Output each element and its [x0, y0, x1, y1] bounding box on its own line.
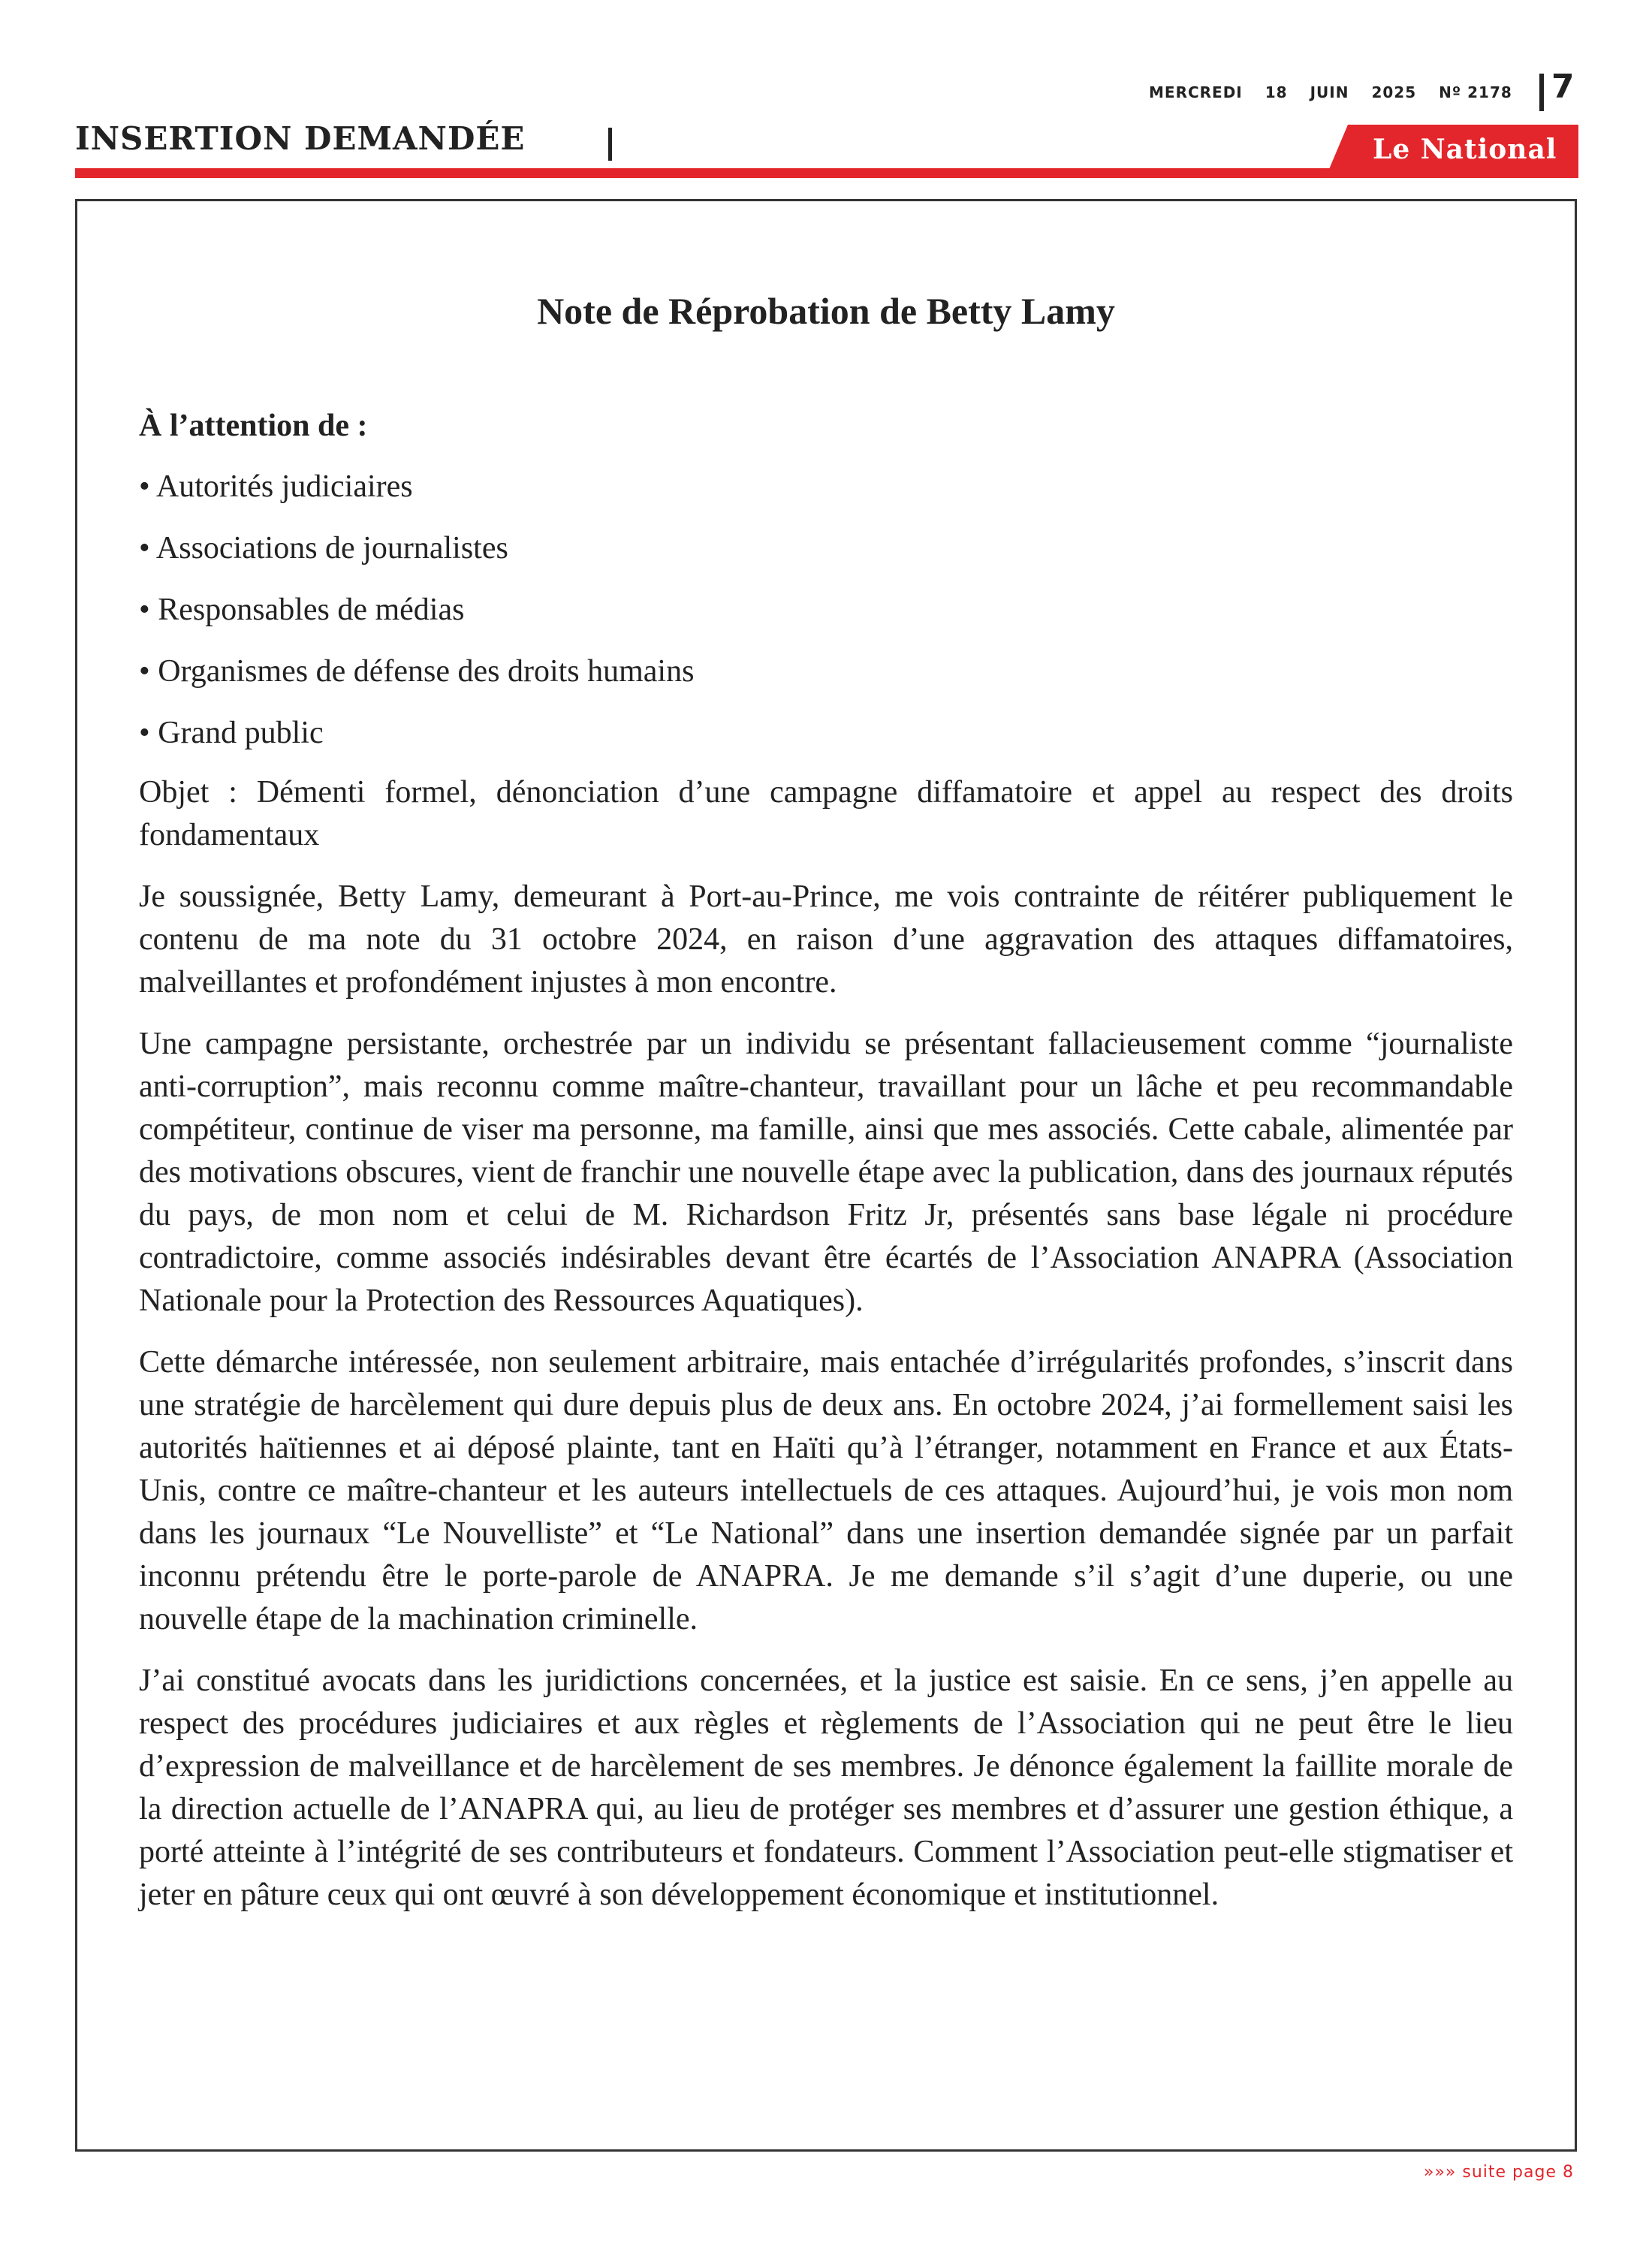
page-number-divider — [1539, 74, 1544, 111]
date-year: 2025 — [1371, 83, 1417, 101]
body-paragraph: Je soussignée, Betty Lamy, demeurant à Port-au-Prince, me vois contrainte de réitérer publiquement le contenu de ma note du 31 octobre 2024, en raison d’une aggravation des attaques diffamatoires, malveillantes et profondément injustes à mon encontre. — [139, 879, 1513, 1000]
body-paragraph: J’ai constitué avocats dans les juridictions concernées, et la justice est saisie. En ce sens, j’en appelle au respect des procédures judiciaires et aux règles et règlements de l’Association qui ne peut être le lieu d’expression de malveillance et de harcèlement de ses membres. Je dénonce également la faillite morale de la direction actuelle de l’ANAPRA qui, au lieu de protéger ses membres et d’assurer une gestion éthique, a porté atteinte à l’intégrité de ses contributeurs et fondateurs. Comment l’Association peut-elle stigmatiser et jeter en pâture ceux qui ont œuvré à son développement économique et institutionnel. — [139, 1663, 1513, 1912]
attention-heading: À l’attention de : — [139, 409, 368, 443]
recipient-item: • Autorités judiciaires — [139, 469, 413, 504]
notice-content — [139, 289, 1513, 1935]
recipient-list — [139, 456, 1513, 764]
date-day: 18 — [1265, 83, 1288, 101]
body-paragraph: Cette démarche intéressée, non seulement arbitraire, mais entachée d’irrégularités profondes, s’inscrit dans une stratégie de harcèlement qui dure depuis plus de deux ans. En octobre 2024, j’ai formellement saisi les autorités haïtiennes et ai déposé plainte, tant en Haïti qu’à l’étranger, notamment en France et aux États-Unis, contre ce maître-chanteur et les auteurs intellectuels de ces attaques. Aujourd’hui, je vois mon nom dans les journaux “Le Nouvelliste” et “Le National” dans une insertion demandée signée par un parfait inconnu prétendu être le porte-parole de ANAPRA. Je me demande s’il s’agit d’une duperie, ou une nouvelle étape de la machination criminelle. — [139, 1345, 1513, 1636]
section-divider — [608, 128, 612, 161]
recipient-item: • Responsables de médias — [139, 593, 465, 627]
date-month: JUIN — [1310, 83, 1349, 101]
section-title: INSERTION DEMANDÉE — [75, 120, 526, 157]
body-paragraph: Une campagne persistante, orchestrée par un individu se présentant fallacieusement comme “journaliste anti-corruption”, mais reconnu comme maître-chanteur, travaillant pour un lâche et peu recommandable compétiteur, continue de viser ma personne, ma famille, ainsi que mes associés. Cette cabale, alimentée par des motivations obscures, vient de franchir une nouvelle étape avec la publication, dans des journaux réputés du pays, de mon nom et celui de M. Richardson Fritz Jr, présentés sans base légale ni procédure contradictoire, comme associés indésirables devant être écartés de l’Association ANAPRA (Association Nationale pour la Protection des Ressources Aquatiques). — [139, 1027, 1513, 1318]
brand-name: Le National — [1373, 134, 1557, 165]
date-weekday: MERCREDI — [1149, 83, 1243, 101]
dateline — [1149, 83, 1524, 101]
issue-number: Nº 2178 — [1439, 83, 1512, 101]
recipient-item: • Grand public — [139, 716, 324, 750]
notice-title: Note de Réprobation de Betty Lamy — [537, 290, 1115, 332]
continued-link: »»» suite page 8 — [1424, 2163, 1574, 2182]
recipient-item: • Associations de journalistes — [139, 531, 508, 566]
subject-paragraph: Objet : Démenti formel, dénonciation d’une campagne diffamatoire et appel au respect des droits fondamentaux — [139, 775, 1513, 852]
page-number: 7 — [1551, 68, 1575, 106]
recipient-item: • Organismes de défense des droits humains — [139, 654, 695, 689]
